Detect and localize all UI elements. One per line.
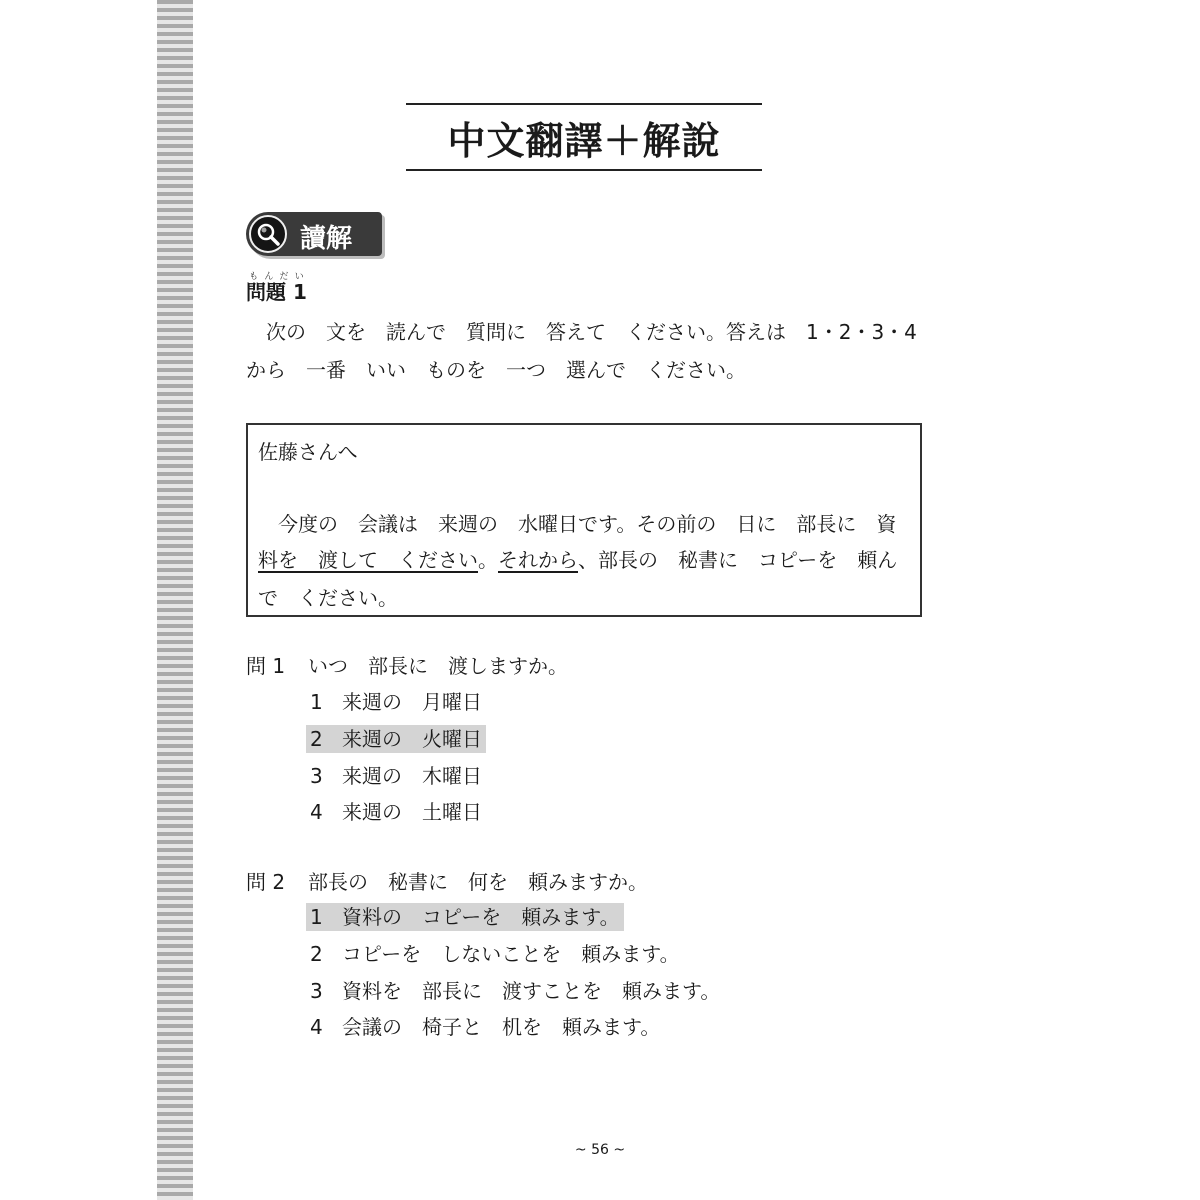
question-2-option-3: [310, 979, 720, 1003]
question-label: 問 1: [246, 654, 286, 678]
option-text: 来週の 土曜日: [342, 800, 482, 824]
question-1: [246, 654, 568, 678]
question-1-option-4: [310, 800, 482, 824]
question-1-option-1: [310, 690, 482, 714]
passage-line-2-rest: 、部長の 秘書に コピーを 頼ん: [578, 548, 898, 572]
option-text: 来週の 月曜日: [342, 690, 482, 714]
question-1-option-3: [310, 764, 482, 788]
passage-line-1: 今度の 会議は 来週の 水曜日です。その前の 日に 部長に 資: [278, 512, 897, 536]
question-label: 問 2: [246, 870, 286, 894]
underlined-phrase-1: 料を 渡して ください: [258, 548, 478, 572]
page-title: 中文翻譯＋解說: [447, 118, 721, 163]
option-number: 2: [310, 727, 323, 751]
passage-line-2: [258, 548, 897, 572]
option-number: 4: [310, 800, 323, 824]
underlined-phrase-2: それから: [498, 548, 578, 572]
instruction-line-1: 次の 文を 読んで 質問に 答えて ください。答えは 1・2・3・4: [266, 320, 917, 344]
option-text: 資料を 部長に 渡すことを 頼みます。: [342, 979, 721, 1003]
question-2-option-1: [310, 905, 624, 929]
option-number: 1: [310, 690, 323, 714]
passage-greeting: 佐藤さんへ: [258, 440, 358, 464]
magnifier-icon: [249, 215, 287, 253]
option-text: 来週の 木曜日: [342, 764, 482, 788]
option-text: コピーを しないことを 頼みます。: [342, 942, 680, 966]
option-number: 3: [310, 979, 323, 1003]
option-number: 1: [310, 905, 323, 929]
question-2: [246, 870, 648, 894]
punctuation: 。: [478, 548, 498, 572]
decorative-side-stripe: [157, 0, 193, 1200]
question-text: 部長の 秘書に 何を 頼みますか。: [308, 870, 648, 894]
section-label: 讀解: [300, 224, 353, 254]
highlighted-answer: [306, 725, 486, 753]
option-text: 資料の コピーを 頼みます。: [342, 905, 620, 929]
highlighted-answer: [306, 903, 624, 931]
problem-heading: [246, 272, 307, 304]
page-number: ~ 56 ~: [574, 1142, 626, 1158]
option-text: 会議の 椅子と 机を 頼みます。: [342, 1015, 661, 1039]
option-text: 来週の 火曜日: [342, 727, 482, 751]
question-1-option-2: [310, 727, 486, 751]
problem-label-ruby: もんだい: [246, 272, 307, 282]
option-number: 2: [310, 942, 323, 966]
instruction-line-2: から 一番 いい ものを 一つ 選んで ください。: [246, 358, 746, 382]
passage-line-3: で ください。: [258, 586, 398, 610]
page-title-frame: [406, 103, 762, 171]
question-2-option-2: [310, 942, 680, 966]
question-text: いつ 部長に 渡しますか。: [308, 654, 568, 678]
problem-label: 問題 1: [246, 280, 307, 304]
question-2-option-4: [310, 1015, 660, 1039]
section-badge: [246, 212, 382, 256]
option-number: 3: [310, 764, 323, 788]
option-number: 4: [310, 1015, 323, 1039]
